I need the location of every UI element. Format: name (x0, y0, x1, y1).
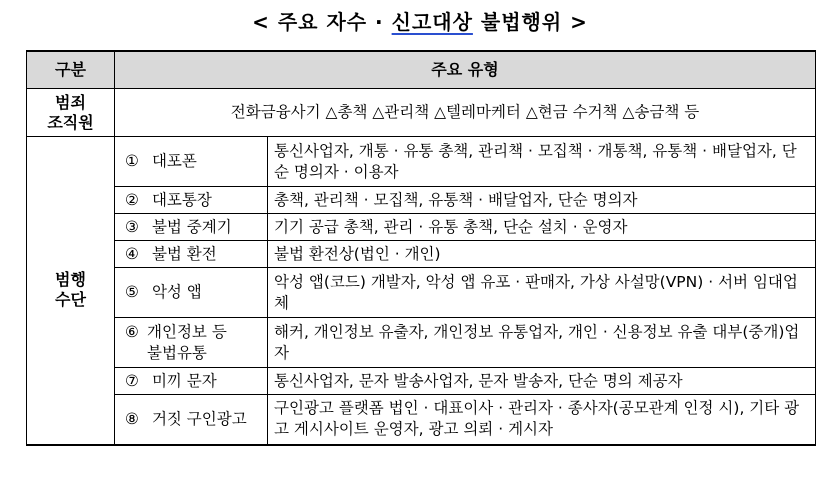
means-desc: 총책, 관리책 · 모집책, 유통책 · 배달업자, 단순 명의자 (268, 187, 816, 214)
means-desc: 통신사업자, 개통 · 유통 총책, 관리책 · 모집책 · 개통책, 유통책 · 배달업자, 단순 명의자 · 이용자 (268, 137, 816, 187)
page-title (0, 6, 840, 35)
crime-group-category: 범죄 조직원 (27, 89, 115, 137)
means-name: ① 대포폰 (115, 137, 268, 187)
crime-group-types: 전화금융사기 △총책 △관리책 △텔레마케터 △현금 수거책 △송금책 등 (115, 89, 816, 137)
means-desc: 기기 공급 총책, 관리 · 유통 총책, 단순 설치 · 운영자 (268, 214, 816, 241)
table-row (27, 214, 816, 241)
means-desc: 통신사업자, 문자 발송사업자, 문자 발송자, 단순 명의 제공자 (268, 368, 816, 395)
means-name: ③ 불법 중계기 (115, 214, 268, 241)
means-name: ④ 불법 환전 (115, 241, 268, 268)
title-suffix: 불법행위 > (472, 10, 588, 34)
means-desc: 불법 환전상(법인 · 개인) (268, 241, 816, 268)
header-category: 구분 (27, 51, 115, 89)
table-row (27, 395, 816, 445)
means-name: ② 대포통장 (115, 187, 268, 214)
table-row (27, 268, 816, 318)
table-row (27, 318, 816, 368)
table-row-crime-group (27, 89, 816, 137)
means-desc: 해커, 개인정보 유출자, 개인정보 유통업자, 개인 · 신용정보 유출 대부(중개)업자 (268, 318, 816, 368)
table-row (27, 241, 816, 268)
table-row (27, 187, 816, 214)
means-name: ⑥ 개인정보 등 불법유통 (115, 318, 268, 368)
table-row (27, 368, 816, 395)
header-types: 주요 유형 (115, 51, 816, 89)
means-name: ⑧ 거짓 구인광고 (115, 395, 268, 445)
table-header-row (27, 51, 816, 89)
means-name: ⑤ 악성 앱 (115, 268, 268, 318)
means-desc: 구인광고 플랫폼 법인 · 대표이사 · 관리자 · 종사자(공모관계 인정 시), 기타 광고 게시사이트 운영자, 광고 의뢰 · 게시자 (268, 395, 816, 445)
title-underlined: 신고대상 (391, 10, 473, 34)
means-category: 범행 수단 (27, 137, 115, 445)
means-name: ⑦ 미끼 문자 (115, 368, 268, 395)
table-row (27, 137, 816, 187)
title-prefix: < 주요 자수 · (252, 10, 392, 34)
means-desc: 악성 앱(코드) 개발자, 악성 앱 유포 · 판매자, 가상 사설망(VPN) · 서버 임대업체 (268, 268, 816, 318)
illegal-acts-table (26, 50, 816, 446)
